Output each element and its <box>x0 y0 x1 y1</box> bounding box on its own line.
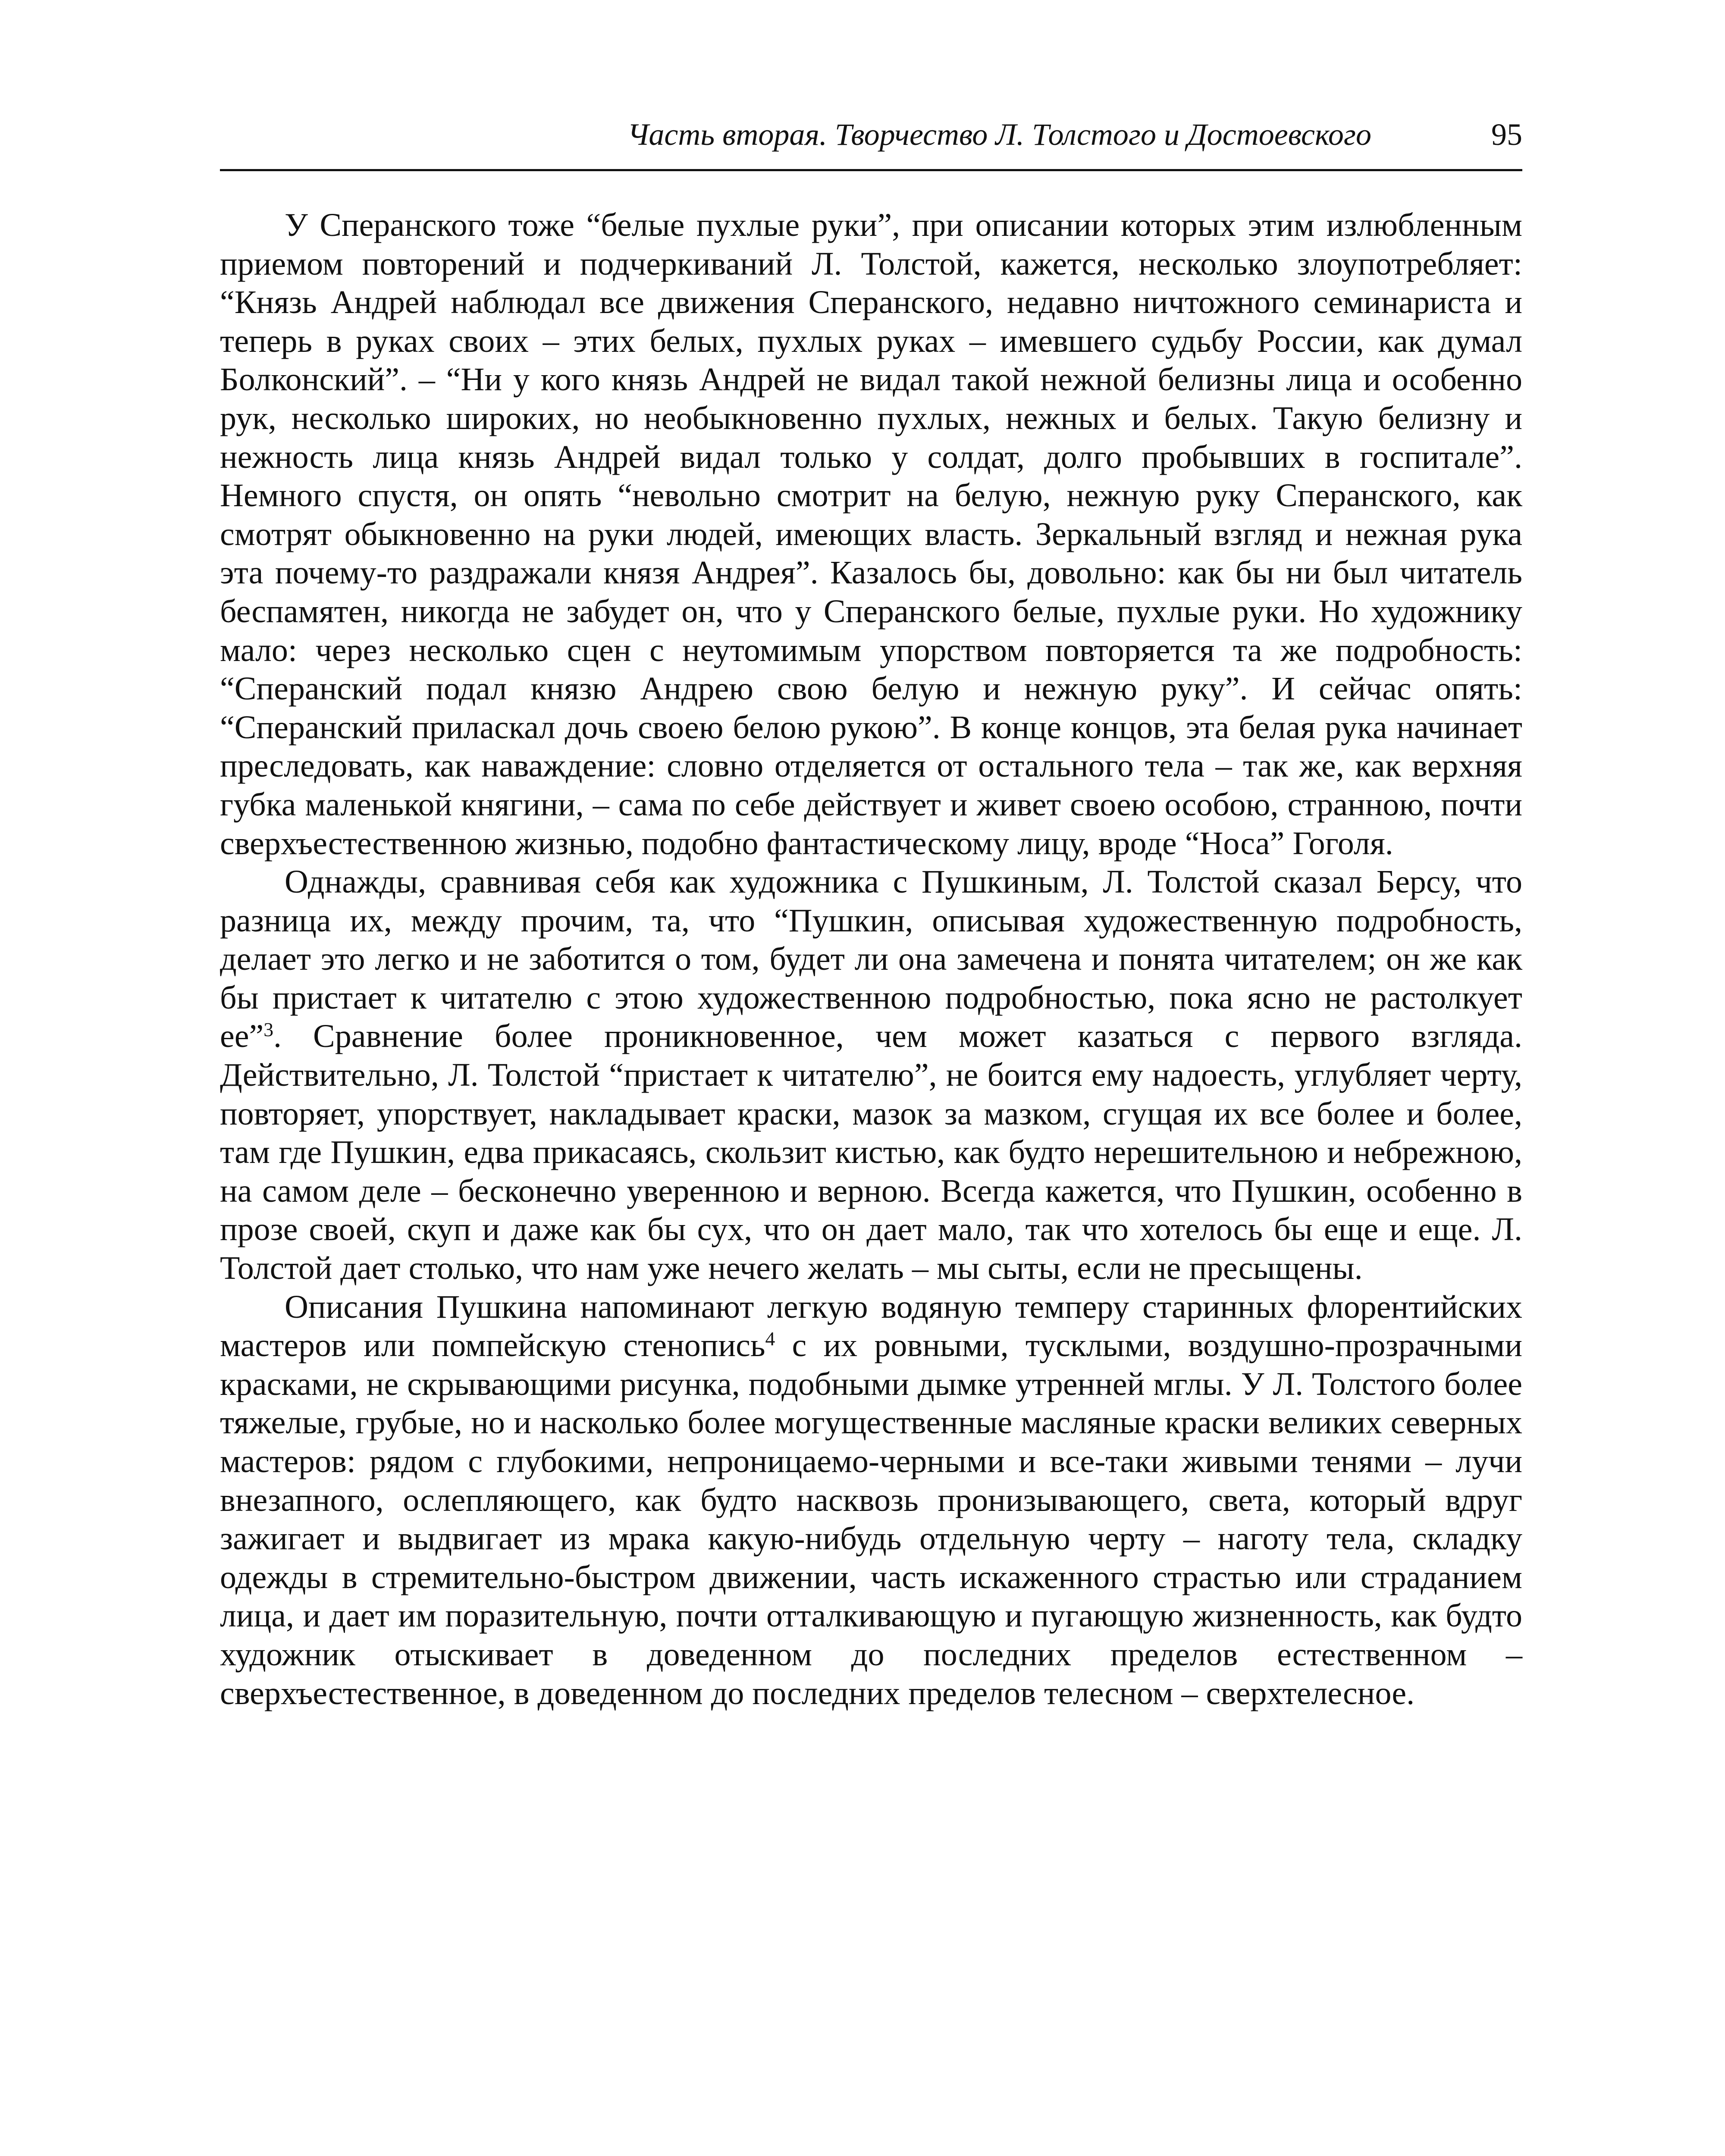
page-number: 95 <box>1491 117 1522 152</box>
footnote-marker[interactable]: 4 <box>765 1328 775 1350</box>
paragraph-text: Описания Пушкина напоминают легкую водяную темперу старинных флорентийских мастеров или помпейскую стенопись <box>220 1288 1522 1364</box>
footnote-marker[interactable]: 3 <box>263 1018 273 1041</box>
book-page <box>220 0 1522 2156</box>
paragraph-text: Однажды, сравнивая себя как художника с Пушкиным, Л. Толстой сказал Берсу, что разница их, между прочим, та, что “Пушкин, описывая художественную подробность, делает это легко и не заботится о том, будет ли она замечена и понята читателем; он же как бы пристает к читателю с этою художественною подробностью, пока ясно не растолкует ее” <box>220 864 1522 1055</box>
paragraph <box>220 206 1522 863</box>
paragraph <box>220 1288 1522 1713</box>
paragraph-text: У Сперанского тоже “белые пухлые руки”, при описании которых этим излюбленным приемом повторений и подчеркиваний Л. Толстой, кажется, несколько злоупотребляет: “Князь Андрей наблюдал все движения Сперанского, недавно ничтожного семинариста и теперь в руках своих – этих белых, пухлых руках – имевшего судьбу России, как думал Болконский”. – “Ни у кого князь Андрей не видал такой нежной белизны лица и особенно рук, несколько широких, но необыкновенно пухлых, нежных и белых. Такую белизну и нежность лица князь Андрей видал только у солдат, долго пробывших в госпитале”. Немного спустя, он опять “невольно смотрит на белую, нежную руку Сперанского, как смотрят обыкновенно на руки людей, имеющих власть. Зеркальный взгляд и нежная рука эта почему-то раздражали князя Андрея”. Казалось бы, довольно: как бы ни был читатель беспамятен, никогда не забудет он, что у Сперанского белые, пухлые руки. Но художнику мало: через несколько сцен с неутомимым упорством повторяется та же подробность: “Сперанский подал князю Андрею свою белую и нежную руку”. И сейчас опять: “Сперанский приласкал дочь своею белою рукою”. В конце концов, эта белая рука начинает преследовать, как наваждение: словно отделяется от остального тела – так же, как верхняя губка маленькой княгини, – сама по себе действует и живет своею особою, странною, почти сверхъестественною жизнью, подобно фантастическому лицу, вроде “Носа” Гоголя. <box>220 207 1522 862</box>
running-title: Часть вторая. Творчество Л. Толстого и Достоевского <box>627 117 1371 152</box>
paragraph-text: с их ровными, тусклыми, воздушно-прозрачными красками, не скрывающими рисунка, подобными дымке утренней мглы. У Л. Толстого более тяжелые, грубые, но и насколько более могущественные масляные краски великих северных мастеров: рядом с глубокими, непроницаемо-черными и все-таки живыми тенями – лучи внезапного, ослепляющего, как будто насквозь пронизывающего, света, который вдруг зажигает и выдвигает из мрака какую-нибудь отдельную черту – наготу тела, складку одежды в стремительно-быстром движении, часть искаженного страстью или страданием лица, и дает им поразительную, почти отталкивающую и пугающую жизненность, как будто художник отыскивает в доведенном до последних пределов естественном – сверхъестественное, в доведенном до последних пределов телесном – сверхтелесное. <box>220 1327 1522 1711</box>
body-text <box>220 206 1522 1713</box>
running-header <box>220 113 1522 156</box>
header-rule <box>220 169 1522 171</box>
paragraph <box>220 863 1522 1288</box>
paragraph-text: . Сравнение более проникновенное, чем может казаться с первого взгляда. Действительно, Л. Толстой “пристает к читателю”, не боится ему надоесть, углубляет черту, повторяет, упорствует, накладывает краски, мазок за мазком, сгущая их все более и более, там где Пушкин, едва прикасаясь, скользит кистью, как будто нерешительною и небрежною, на самом деле – бесконечно уверенною и верною. Всегда кажется, что Пушкин, особенно в прозе своей, скуп и даже как бы сух, что он дает мало, так что хотелось бы еще и еще. Л. Толстой дает столько, что нам уже нечего желать – мы сыты, если не пресыщены. <box>220 1018 1522 1287</box>
